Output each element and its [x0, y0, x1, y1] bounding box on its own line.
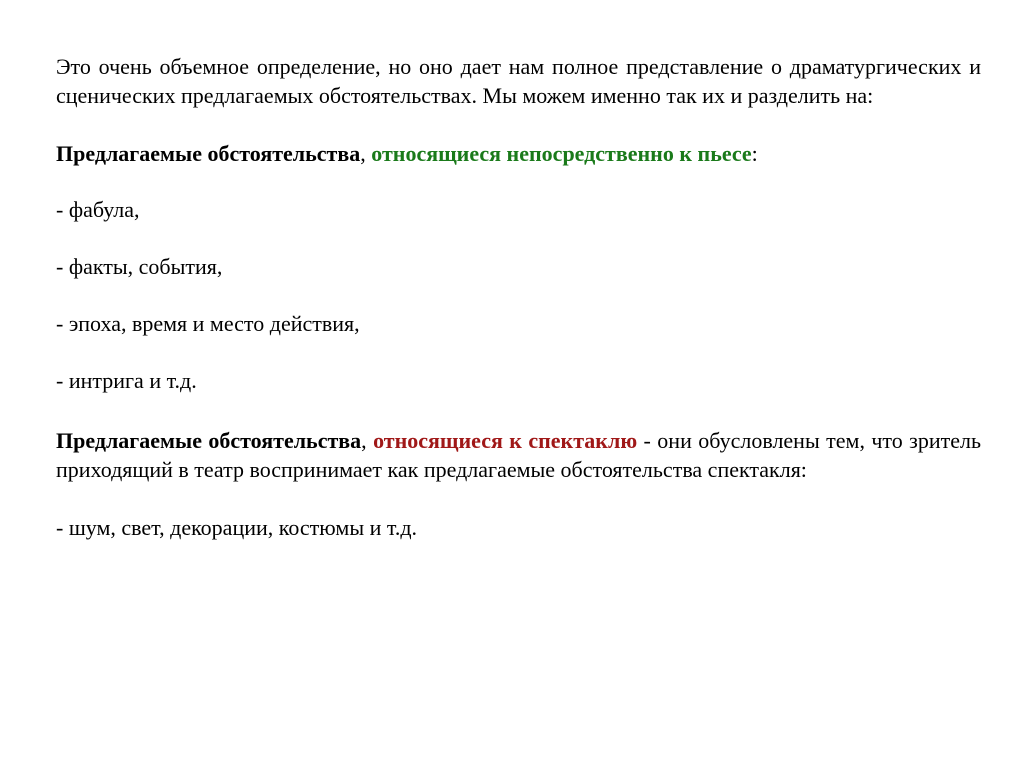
section-heading-play: [56, 139, 981, 168]
section-heading-play-separator: ,: [360, 141, 372, 166]
section-heading-performance-separator: ,: [361, 428, 374, 453]
section-heading-performance-title: Предлагаемые обстоятельства: [56, 428, 362, 453]
slide-content: [56, 52, 981, 570]
intro-paragraph: Это очень объемное определение, но оно дает нам полное представление о драматургических и сценических предлагаемых обстоятельствах. Мы можем именно так их и разделить на:: [56, 54, 981, 108]
section-heading-play-colon: :: [751, 141, 758, 166]
list-item-facts: - факты, события,: [56, 254, 223, 279]
list-item-intrigue: - интрига и т.д.: [56, 368, 197, 393]
list-item-plot: - фабула,: [56, 197, 140, 222]
section-heading-play-highlight: относящиеся непосредственно к пьесе: [371, 141, 752, 166]
section-heading-play-title: Предлагаемые обстоятельства: [56, 141, 361, 166]
section-heading-performance-highlight: относящиеся к спектаклю: [373, 428, 638, 453]
list-item-epoch: - эпоха, время и место действия,: [56, 311, 360, 336]
section-heading-performance-rest: - они обусловлены тем, что зритель приходящий в театр воспринимает как предлагаемые обстоятельства спектакля:: [56, 428, 981, 482]
section-heading-performance: [56, 426, 981, 484]
list-item-stage-elements: - шум, свет, декорации, костюмы и т.д.: [56, 515, 418, 540]
